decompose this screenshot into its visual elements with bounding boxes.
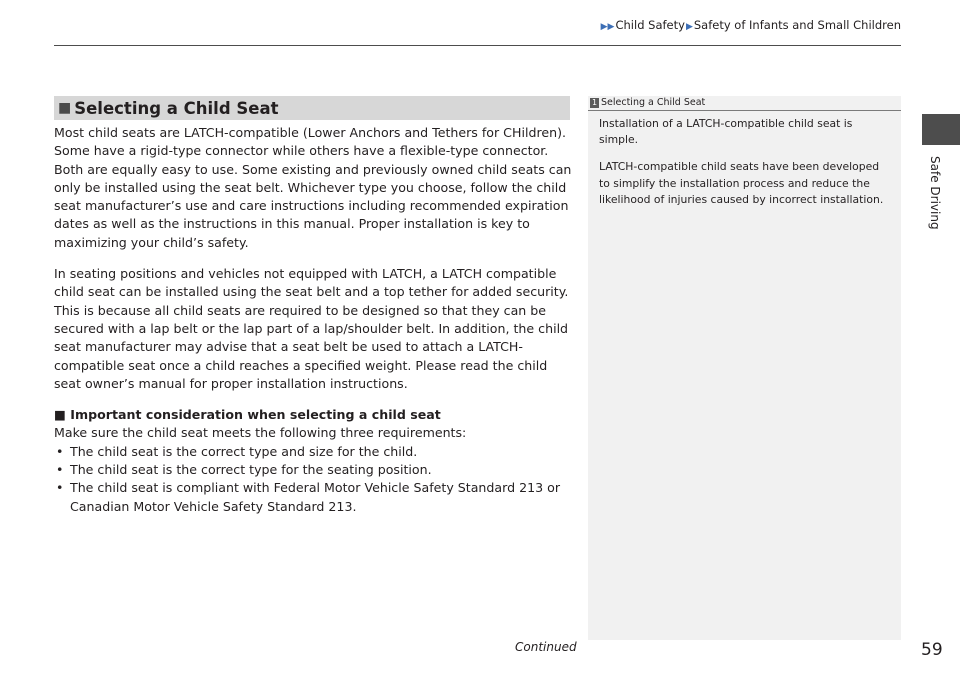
- main-content: [54, 124, 572, 516]
- sidebar-title: Selecting a Child Seat: [601, 97, 706, 108]
- breadcrumb-child-safety[interactable]: Child Safety: [615, 18, 685, 32]
- requirements-intro: Make sure the child seat meets the following three requirements:: [54, 425, 467, 441]
- chapter-label: Safe Driving: [928, 156, 942, 230]
- requirements-list: [54, 443, 572, 516]
- list-item: • The child seat is the correct type and size for the child.: [54, 443, 572, 461]
- sidebar-notes: [599, 116, 889, 219]
- sidebar-note: Installation of a LATCH-compatible child seat is simple.: [599, 117, 853, 147]
- page-number: 59: [921, 640, 943, 660]
- reference-number-icon: 1: [591, 97, 598, 107]
- sidebar-divider: [588, 110, 901, 111]
- paragraph: In seating positions and vehicles not equipped with LATCH, a LATCH compatible child seat can be installed using the seat belt and a top tether for added security. This is because all child seats are required to be designed so that they can be secured with a lap belt or the lap part of a lap/shoulder belt. In addition, the child seat manufacturer may advise that a seat belt be used to attach a LATCH-compatible seat once a child reaches a specified weight. Please read the child seat owner’s manual for proper installation instructions.: [54, 266, 569, 391]
- paragraph: Most child seats are LATCH-compatible (Lower Anchors and Tethers for CHildren). Some have a rigid-type connector while others have a flexible-type connector. Both are equally easy to use. Some existing and previously owned child seats can only be installed using the seat belt. Whichever type you choose, follow the child seat manufacturer’s use and care instructions including recommended expiration dates as well as the instructions in this manual. Proper installation is key to maximizing your child’s safety.: [54, 125, 572, 250]
- breadcrumb-safety-infants[interactable]: Safety of Infants and Small Children: [693, 18, 901, 32]
- chapter-tab[interactable]: [922, 114, 960, 145]
- square-bullet-icon: ■: [54, 407, 66, 423]
- arrow-icon: ▶: [685, 22, 693, 32]
- continued-label: Continued: [515, 640, 577, 654]
- sidebar-note: LATCH-compatible child seats have been developed to simplify the installation process and reduce the likelihood of injuries caused by incorrect installation.: [599, 160, 884, 206]
- subheading: [54, 406, 572, 424]
- breadcrumb: [560, 18, 901, 32]
- list-item: • The child seat is compliant with Federal Motor Vehicle Safety Standard 213 or Canadian Motor Vehicle Safety Standard 213.: [54, 479, 572, 516]
- arrow-icon: ▶▶: [600, 22, 615, 32]
- sidebar-heading: [590, 97, 901, 108]
- subheading-text: Important consideration when selecting a child seat: [70, 407, 441, 423]
- section-heading: [54, 96, 570, 120]
- header-divider: [54, 45, 901, 46]
- square-bullet-icon: ■: [58, 100, 72, 116]
- section-title: Selecting a Child Seat: [74, 98, 279, 118]
- list-item: • The child seat is the correct type for the seating position.: [54, 461, 572, 479]
